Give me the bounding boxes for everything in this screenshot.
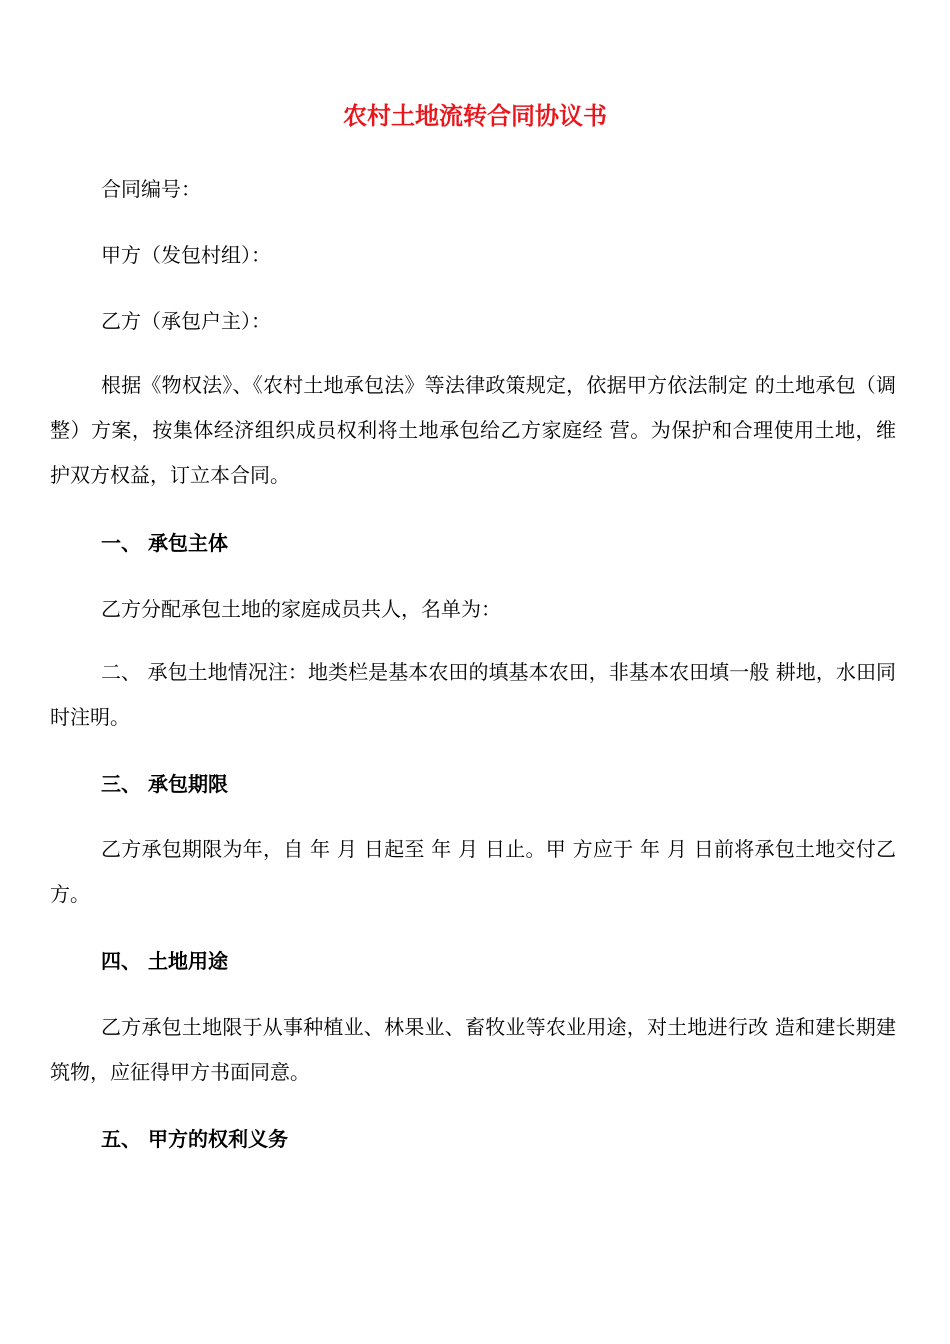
section-2-body: 二、 承包土地情况注：地类栏是基本农田的填基本农田，非基本农田填一般 耕地，水田同时注明。 bbox=[50, 660, 896, 729]
section-4-heading: 四、 土地用途 bbox=[101, 949, 228, 973]
section-5-heading: 五、 甲方的权利义务 bbox=[101, 1127, 288, 1151]
section-3-body: 乙方承包期限为年，自 年 月 日起至 年 月 日止。甲 方应于 年 月 日前将承包土地交付乙方。 bbox=[50, 837, 896, 906]
preamble-paragraph: 根据《物权法》、《农村土地承包法》等法律政策规定，依据甲方依法制定 的土地承包（调整）方案，按集体经济组织成员权利将土地承包给乙方家庭经 营。为保护和合理使用土地，维护双方权益，订立本合同。 bbox=[50, 373, 896, 487]
contract-number-label: 合同编号： bbox=[101, 177, 201, 201]
party-a-label: 甲方（发包村组）： bbox=[101, 243, 271, 267]
section-4-body: 乙方承包土地限于从事种植业、林果业、畜牧业等农业用途，对土地进行改 造和建长期建筑物，应征得甲方书面同意。 bbox=[50, 1015, 896, 1084]
section-1-heading: 一、 承包主体 bbox=[101, 531, 228, 555]
section-1-body: 乙方分配承包土地的家庭成员共人，名单为： bbox=[101, 597, 501, 621]
party-b-label: 乙方（承包户主）： bbox=[101, 309, 271, 333]
document-title: 农村土地流转合同协议书 bbox=[343, 101, 607, 130]
section-3-heading: 三、 承包期限 bbox=[101, 772, 228, 796]
